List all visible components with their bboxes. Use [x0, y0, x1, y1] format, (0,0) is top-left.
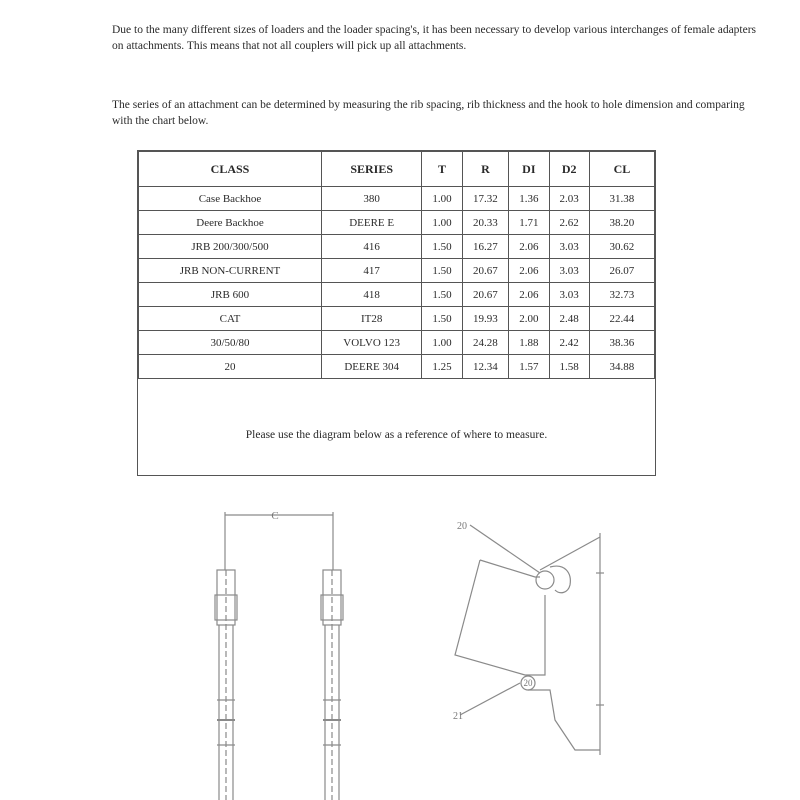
header-r: R: [462, 152, 509, 187]
cell-t: 1.25: [422, 355, 462, 379]
cell-cl: 30.62: [589, 235, 654, 259]
cell-d2: 2.48: [549, 307, 589, 331]
cell-class: 30/50/80: [139, 331, 322, 355]
series-chart: [138, 151, 655, 379]
cell-r: 19.93: [462, 307, 509, 331]
cell-cl: 26.07: [589, 259, 654, 283]
cell-class: Case Backhoe: [139, 187, 322, 211]
callout-label-pin: 20: [523, 678, 533, 688]
cell-d2: 2.03: [549, 187, 589, 211]
table-row: [139, 187, 655, 211]
cell-cl: 22.44: [589, 307, 654, 331]
header-t: T: [422, 152, 462, 187]
cell-d1: 2.06: [509, 235, 549, 259]
cell-t: 1.50: [422, 307, 462, 331]
cell-series: 417: [322, 259, 422, 283]
table-row: [139, 259, 655, 283]
cell-series: 418: [322, 283, 422, 307]
cell-d1: 2.00: [509, 307, 549, 331]
table-row: [139, 355, 655, 379]
cell-r: 24.28: [462, 331, 509, 355]
cell-t: 1.50: [422, 235, 462, 259]
cell-r: 17.32: [462, 187, 509, 211]
table-row: [139, 331, 655, 355]
cell-d1: 1.57: [509, 355, 549, 379]
cell-r: 16.27: [462, 235, 509, 259]
cell-cl: 34.88: [589, 355, 654, 379]
cell-t: 1.50: [422, 259, 462, 283]
header-cl: CL: [589, 152, 654, 187]
hook-profile-diagram: [440, 505, 640, 775]
cell-d1: 1.88: [509, 331, 549, 355]
cell-r: 20.33: [462, 211, 509, 235]
header-d1: DI: [509, 152, 549, 187]
cell-series: 380: [322, 187, 422, 211]
table-row: [139, 211, 655, 235]
table-row: [139, 283, 655, 307]
cell-r: 20.67: [462, 283, 509, 307]
cell-d1: 2.06: [509, 283, 549, 307]
cell-d2: 3.03: [549, 283, 589, 307]
diagram-reference-note: Please use the diagram below as a reference of where to measure.: [245, 429, 548, 441]
cell-t: 1.00: [422, 211, 462, 235]
table-header-row: [139, 152, 655, 187]
cell-cl: 38.20: [589, 211, 654, 235]
intro-paragraph: Due to the many different sizes of loaders and the loader spacing's, it has been necessary to develop various interchanges of female adapters on attachments. This means that not all couplers will pick up all attachments.: [112, 24, 757, 52]
header-series: SERIES: [322, 152, 422, 187]
cell-d2: 2.62: [549, 211, 589, 235]
cell-class: JRB NON-CURRENT: [139, 259, 322, 283]
cell-t: 1.00: [422, 331, 462, 355]
cell-d2: 3.03: [549, 259, 589, 283]
cell-class: 20: [139, 355, 322, 379]
header-d2: D2: [549, 152, 589, 187]
cell-series: DEERE E: [322, 211, 422, 235]
table-row: [139, 307, 655, 331]
cell-cl: 32.73: [589, 283, 654, 307]
cell-r: 12.34: [462, 355, 509, 379]
cell-d2: 2.42: [549, 331, 589, 355]
cell-class: Deere Backhoe: [139, 211, 322, 235]
rib-spacing-diagram: [195, 500, 375, 800]
cell-class: CAT: [139, 307, 322, 331]
series-table: [137, 150, 656, 476]
cell-series: VOLVO 123: [322, 331, 422, 355]
cell-series: 416: [322, 235, 422, 259]
dimension-label: C: [271, 510, 279, 522]
cell-series: DEERE 304: [322, 355, 422, 379]
cell-t: 1.50: [422, 283, 462, 307]
cell-class: JRB 200/300/500: [139, 235, 322, 259]
callout-label-bottom: 21: [453, 711, 463, 722]
table-row: [139, 235, 655, 259]
cell-t: 1.00: [422, 187, 462, 211]
cell-d1: 1.71: [509, 211, 549, 235]
cell-cl: 38.36: [589, 331, 654, 355]
cell-d1: 1.36: [509, 187, 549, 211]
cell-class: JRB 600: [139, 283, 322, 307]
header-class: CLASS: [139, 152, 322, 187]
cell-series: IT28: [322, 307, 422, 331]
instructions-paragraph: The series of an attachment can be determined by measuring the rib spacing, rib thickness and the hook to hole dimension and comparing with the chart below.: [112, 99, 745, 127]
cell-r: 20.67: [462, 259, 509, 283]
cell-d2: 1.58: [549, 355, 589, 379]
cell-d2: 3.03: [549, 235, 589, 259]
callout-label-top: 20: [457, 521, 467, 532]
cell-d1: 2.06: [509, 259, 549, 283]
cell-cl: 31.38: [589, 187, 654, 211]
